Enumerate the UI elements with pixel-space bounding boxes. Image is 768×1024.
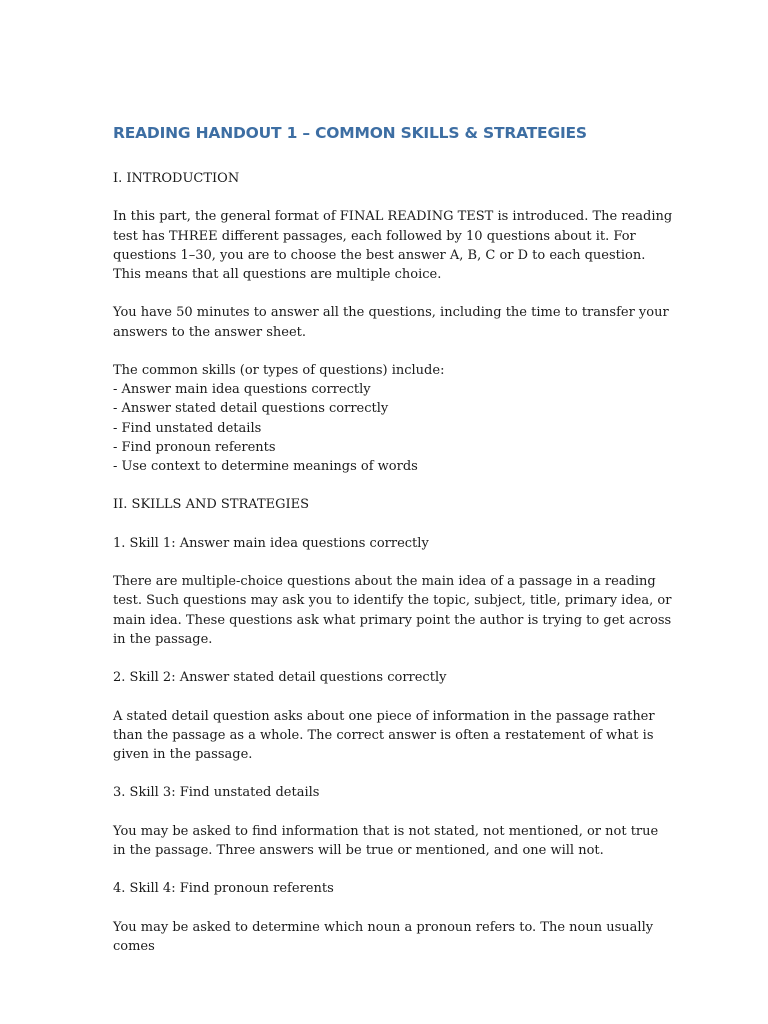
- skill-1-heading: 1. Skill 1: Answer main idea questions correctly: [113, 535, 429, 551]
- skills-intro: The common skills (or types of questions) include:: [113, 362, 445, 378]
- section-2-heading: II. SKILLS AND STRATEGIES: [113, 497, 310, 513]
- skill-3-text: You may be asked to find information that is not stated, not mentioned, or not true in the passage. Three answers will be true or mentioned, and one will not.: [113, 823, 659, 858]
- skill-2-heading: 2. Skill 2: Answer stated detail questions correctly: [113, 670, 447, 686]
- intro-heading: I. INTRODUCTION: [113, 171, 240, 186]
- skill-2-text: A stated detail question asks about one piece of information in the passage rather than the passage as a whole. The correct answer is often a restatement of what is given in the passage.: [113, 708, 655, 762]
- document-title: READING HANDOUT 1 – COMMON SKILLS & STRATEGIES: [113, 124, 587, 142]
- intro-paragraph-2: You have 50 minutes to answer all the questions, including the time to transfer your answers to the answer sheet.: [113, 305, 669, 340]
- list-item: - Find pronoun referents: [113, 439, 276, 455]
- skill-4-heading: 4. Skill 4: Find pronoun referents: [113, 881, 334, 897]
- skill-4-text: You may be asked to determine which noun a pronoun refers to. The noun usually comes: [113, 919, 654, 954]
- list-item: - Use context to determine meanings of words: [113, 459, 418, 474]
- skill-3-heading: 3. Skill 3: Find unstated details: [113, 785, 320, 801]
- skill-1-text: There are multiple-choice questions about the main idea of a passage in a reading test. Such questions may ask you to identify the topic, subject, title, primary idea, or main idea. These questions ask what primary point the author is trying to get across in the passage.: [113, 574, 672, 647]
- skills-list: [113, 361, 673, 476]
- list-item: - Answer stated detail questions correctly: [113, 401, 389, 417]
- list-item: - Answer main idea questions correctly: [113, 382, 371, 398]
- document-body: [113, 169, 673, 956]
- intro-paragraph-1: In this part, the general format of FINAL READING TEST is introduced. The reading test has THREE different passages, each followed by 10 questions about it. For questions 1–30, you are to choose the best answer A, B, C or D to each question. This means that all questions are multiple choice.: [113, 209, 673, 282]
- list-item: - Find unstated details: [113, 420, 262, 436]
